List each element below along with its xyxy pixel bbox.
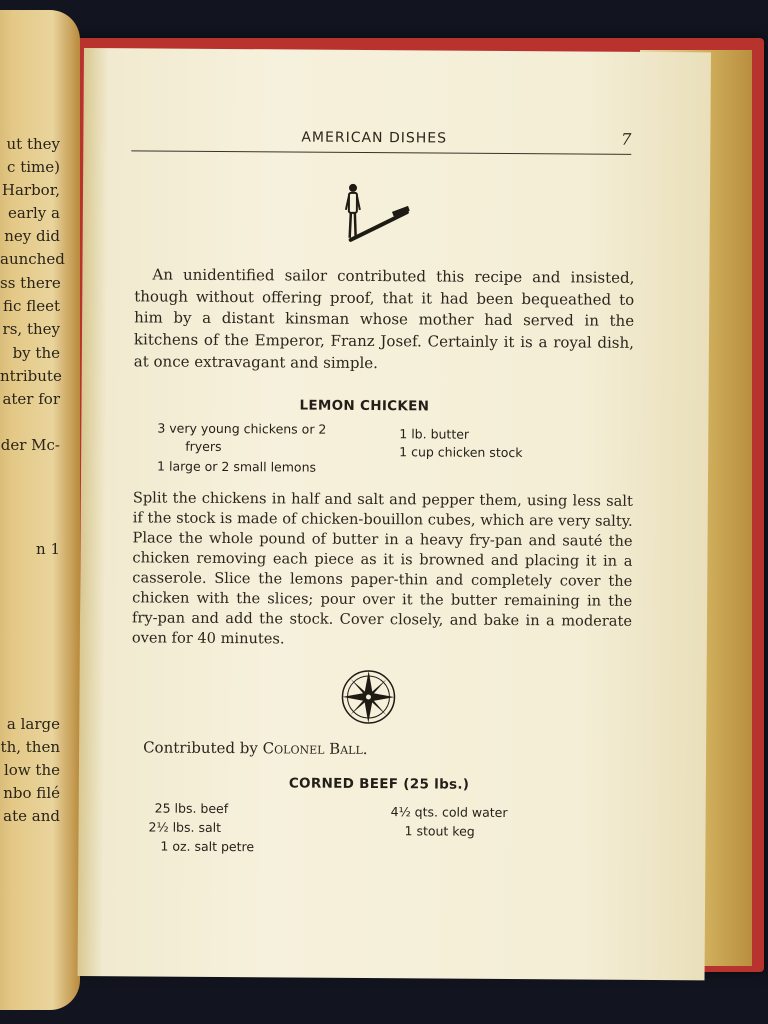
ingredient-item: 3 very young chickens or 2 [157,420,327,437]
left-page-line: th, then [0,738,60,756]
left-page-line: der Mc- [0,436,60,454]
left-page-line: fic fleet [3,297,60,315]
ingredient-item: 25 lbs. beef [154,800,229,817]
left-page-line: a large [6,715,60,733]
left-page-line: ate and [3,807,60,825]
contributor-prefix: Contributed by [143,738,258,758]
ingredient-item: 1 lb. butter [399,426,470,442]
ingredient-item: 1 large or 2 small lemons [157,458,317,475]
left-page [0,10,80,1010]
method-text: Split the chickens in half and salt and pepper them, using less salt if the stock is made of chicken-bouillon cubes, which are very salty. Place the whole pound of butter in a heavy fry-pan and sauté the chicken removing each piece as it is browned and placing it in a casserole. Slice the lemons paper-thin and completely cover the chicken with the slices; pour over it the butter remaining in the fry-pan and add the stock. Cover closely, and bake in a moderate oven for 40 minutes. [131,489,633,648]
left-page-line: ut they [6,135,60,153]
left-page-line: n 1 [36,540,60,558]
left-page-line: ss there [0,274,61,292]
left-page-line: low the [3,761,60,779]
left-page-line: aunched [0,250,65,268]
running-head [131,126,631,154]
left-page-line: Harbor, [1,181,60,199]
page-number: 7 [621,129,632,149]
left-page-line: early a [8,204,60,222]
left-page-line: c time) [7,158,60,176]
intro-paragraph [134,264,635,376]
intro-text: An unidentified sailor contributed this recipe and insisted, though without offering proof, that it had been bequeathed to him by a distant kinsman whose mother had served in the kitchens of the Emperor, Franz Josef. Certainly it is a royal dish, at once extravagant and simple. [133,265,635,372]
left-page-line: ater for [2,390,60,408]
left-page-line: nbo filé [3,784,60,802]
ingredient-item: 1 oz. salt petre [160,838,255,855]
recipe-title-lemon-chicken: LEMON CHICKEN [299,397,430,415]
method-paragraph [132,488,633,651]
recipe-title-corned-beef: CORNED BEEF (25 lbs.) [288,775,470,793]
ingredient-item: 1 cup chicken stock [399,444,523,461]
contributor-line [143,738,368,758]
ingredient-item: 1 stout keg [404,823,475,839]
page-title: AMERICAN DISHES [301,129,448,147]
compass-rose-icon [339,668,397,726]
book-page [78,48,711,980]
left-page-line: by the [12,344,60,362]
ingredient-item: fryers [185,438,222,454]
left-page-line: ney did [4,227,60,245]
ingredient-item: 2½ lbs. salt [148,819,222,835]
left-page-line: ntribute [0,367,62,385]
contributor-name: Colonel Ball. [262,739,368,758]
left-page-line: rs, they [2,320,60,338]
sailor-icon [341,180,413,247]
ingredient-item: 4½ qts. cold water [390,804,508,820]
